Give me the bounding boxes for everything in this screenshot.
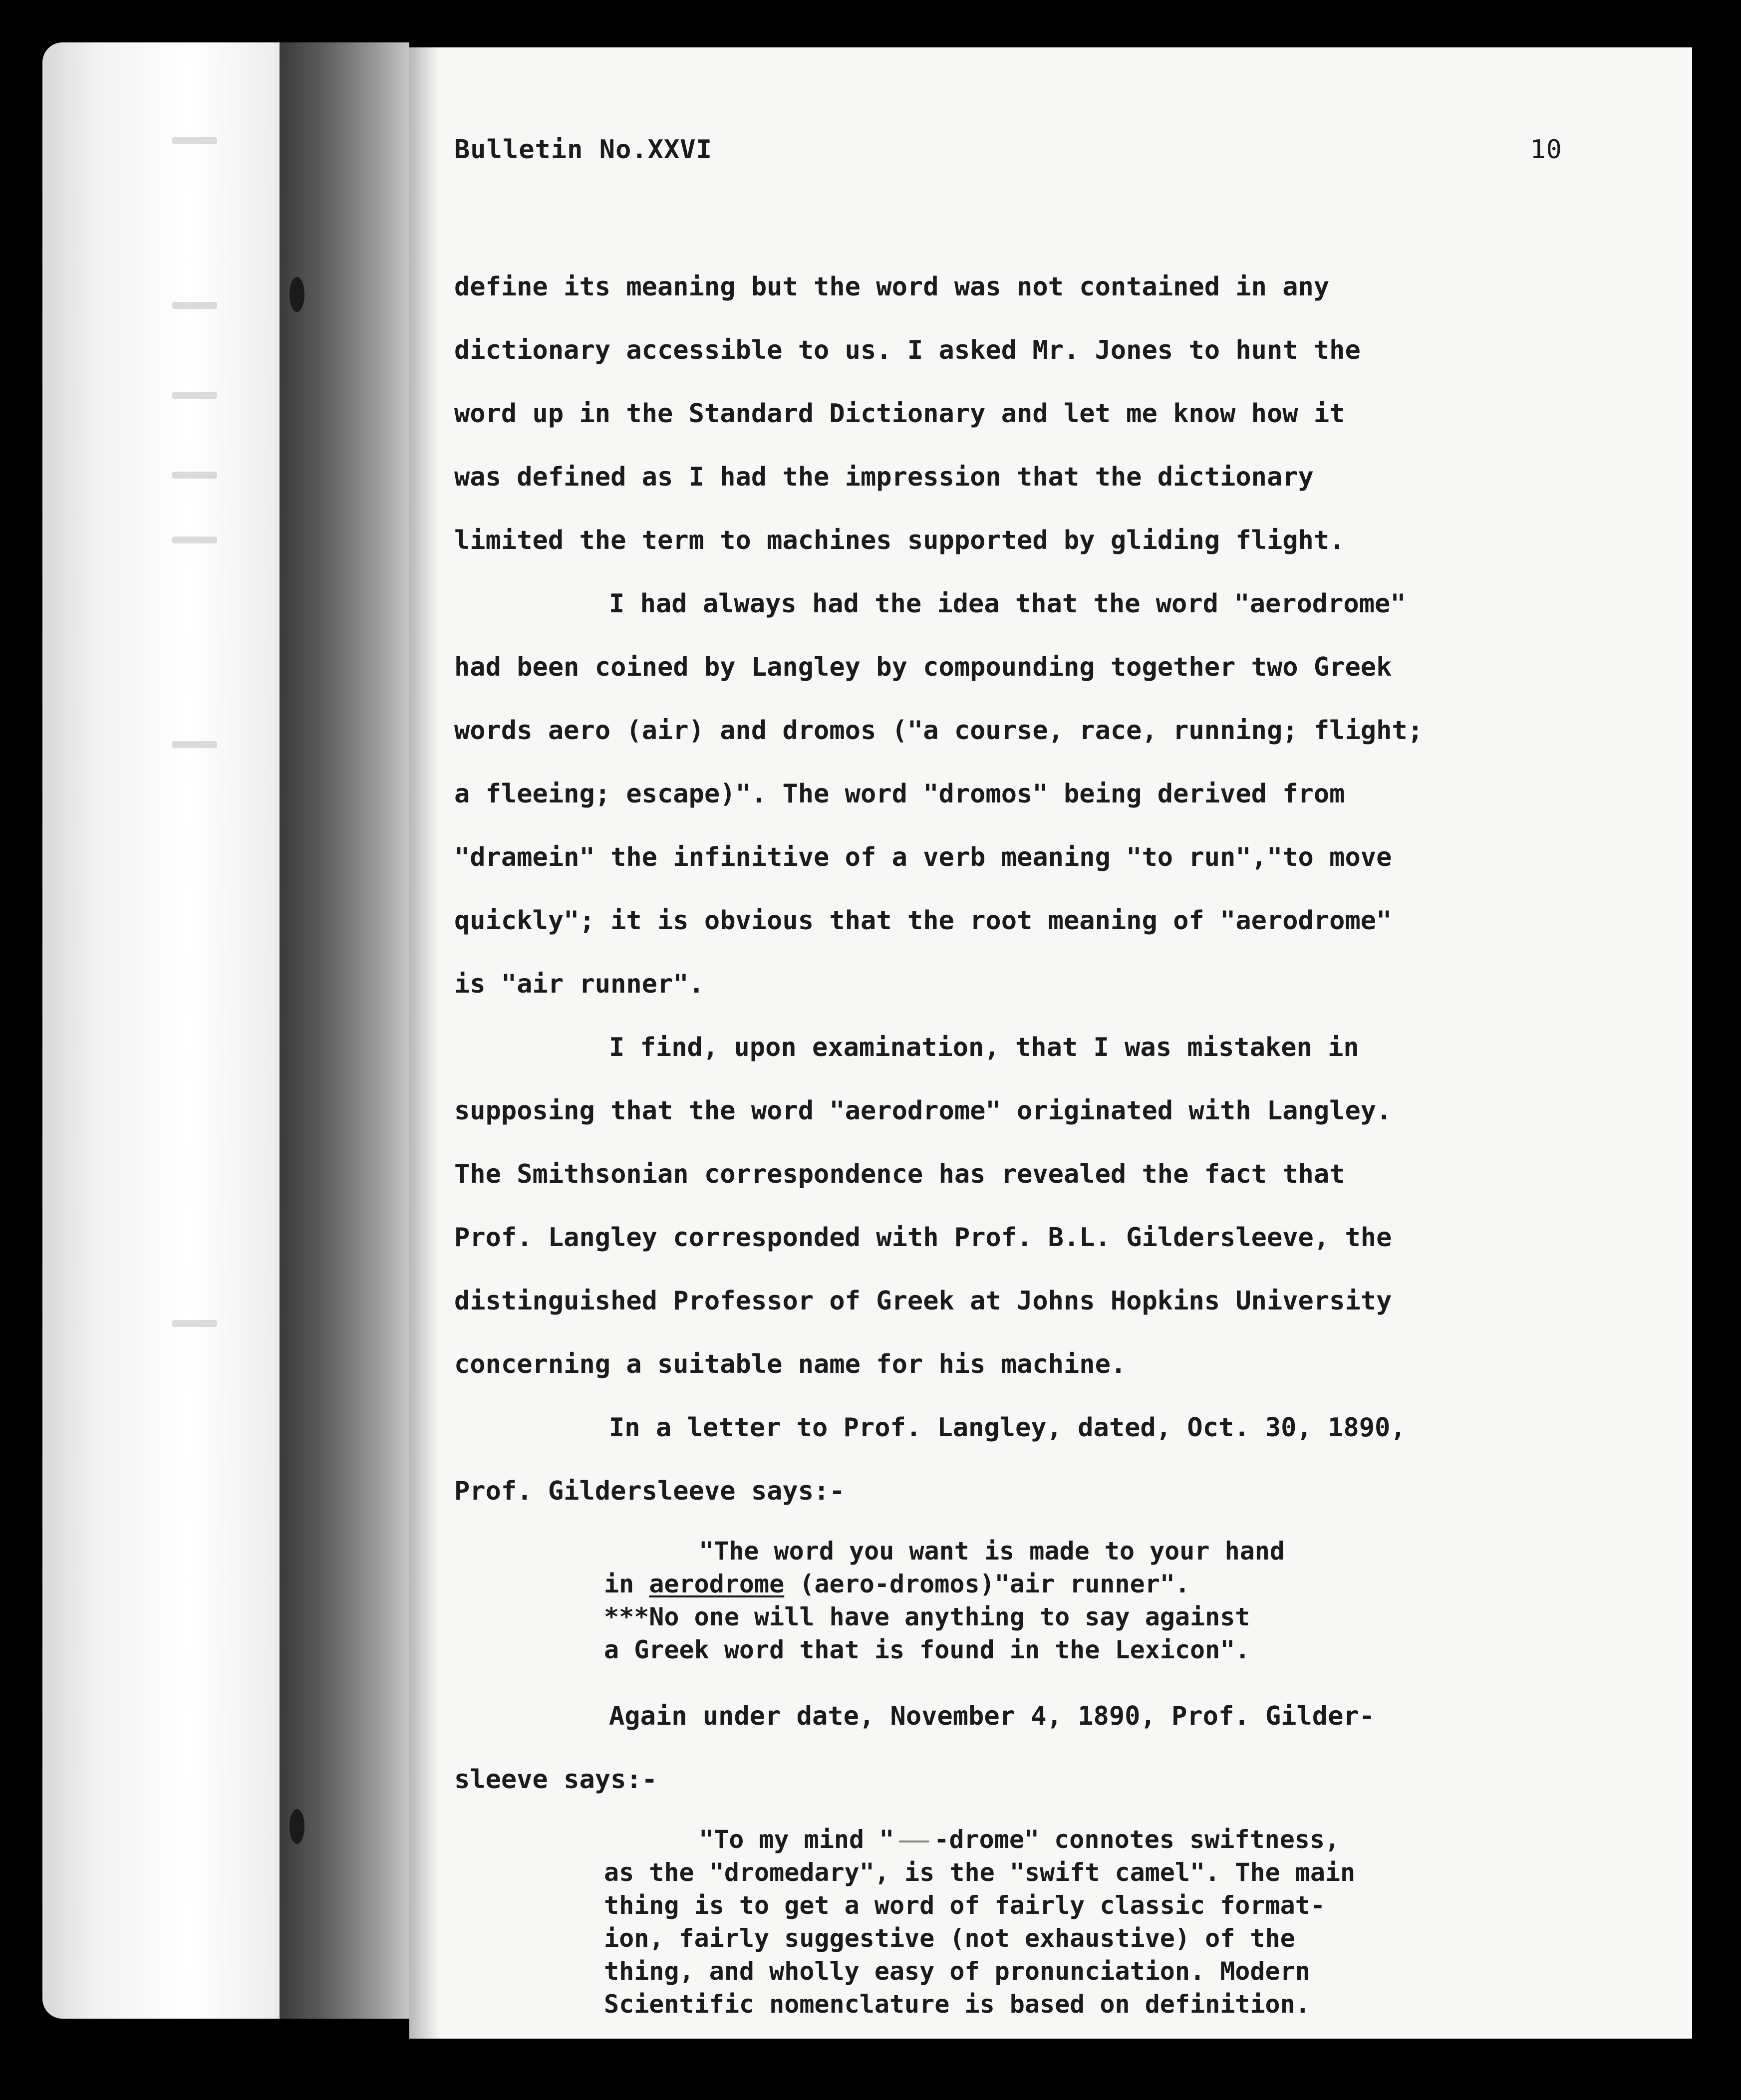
facing-page [42, 42, 312, 2019]
text-line: I find, upon examination, that I was mistaken in [609, 1033, 1359, 1062]
quote-text: "To my mind " [699, 1825, 894, 1854]
block-quote-2 [604, 1823, 1582, 2021]
binder-hole [290, 277, 304, 312]
typed-page [409, 47, 1692, 2039]
quote-line: ion, fairly suggestive (not exhaustive) of the [604, 1924, 1295, 1953]
ghost-text-mark [172, 137, 217, 144]
text-line: concerning a suitable name for his machine. [454, 1349, 1127, 1379]
ghost-text-mark [172, 536, 217, 543]
paragraph-3 [454, 1028, 1602, 1408]
quote-line: as the "dromedary", is the "swift camel". The main [604, 1858, 1356, 1887]
text-line: supposing that the word "aerodrome" originated with Langley. [454, 1096, 1392, 1126]
binder-hole [290, 1809, 304, 1844]
quote-line [604, 1568, 1582, 1600]
paragraph-2 [454, 584, 1602, 1028]
text-line: word up in the Standard Dictionary and let me know how it [454, 399, 1345, 429]
quote-text: (aero-dromos)"air runner". [784, 1570, 1190, 1598]
paragraph-4 [454, 1408, 1602, 1535]
text-line: distinguished Professor of Greek at Johns Hopkins University [454, 1286, 1392, 1316]
quote-line: "The word you want is made to your hand [699, 1537, 1285, 1566]
text-line: Prof. Langley corresponded with Prof. B.L. Gildersleeve, the [454, 1223, 1392, 1253]
text-line: quickly"; it is obvious that the root meaning of "aerodrome" [454, 906, 1392, 936]
page-number: 10 [1530, 135, 1562, 165]
quote-text: -drome" connotes swiftness, [934, 1825, 1340, 1854]
text-line: In a letter to Prof. Langley, dated, Oct. 30, 1890, [609, 1413, 1406, 1443]
ghost-text-mark [172, 741, 217, 748]
body-text [454, 267, 1602, 2021]
quote-line: thing, and wholly easy of pronunciation. Modern [604, 1957, 1310, 1986]
block-quote-1 [604, 1535, 1582, 1666]
text-line: words aero (air) and dromos ("a course, race, running; flight; [454, 716, 1424, 746]
paragraph-5 [454, 1696, 1602, 1823]
quote-line [604, 1823, 1582, 1856]
ghost-text-mark [172, 1320, 217, 1327]
text-line: Again under date, November 4, 1890, Prof. Gilder- [609, 1701, 1375, 1731]
ghost-text-mark [172, 302, 217, 309]
text-line: had been coined by Langley by compounding together two Greek [454, 652, 1392, 682]
ghost-text-mark [172, 472, 217, 479]
quote-line: Scientific nomenclature is based on definition. [604, 1990, 1310, 2019]
quote-line: a Greek word that is found in the Lexicon". [604, 1635, 1250, 1664]
spacer [454, 1666, 1602, 1696]
text-line: limited the term to machines supported by gliding flight. [454, 525, 1345, 555]
binding-gutter [280, 42, 409, 2019]
paragraph-1 [454, 267, 1602, 584]
text-line: dictionary accessible to us. I asked Mr. Jones to hunt the [454, 335, 1361, 365]
text-line: is "air runner". [454, 969, 704, 999]
text-line: The Smithsonian correspondence has revealed the fact that [454, 1159, 1345, 1189]
quote-text: in [604, 1570, 649, 1598]
quote-line: thing is to get a word of fairly classic format- [604, 1891, 1325, 1920]
text-line: "dramein" the infinitive of a verb meaning "to run","to move [454, 842, 1392, 872]
bulletin-title: Bulletin No.XXVI [454, 135, 712, 165]
text-line: I had always had the idea that the word "aerodrome" [609, 589, 1406, 619]
text-line: sleeve says:- [454, 1765, 657, 1795]
text-line: define its meaning but the word was not contained in any [454, 272, 1330, 302]
ghost-text-mark [172, 392, 217, 399]
page-header [454, 135, 1562, 165]
page-edge-shadow [409, 47, 439, 2039]
quote-line: ***No one will have anything to say against [604, 1602, 1250, 1631]
text-line: a fleeing; escape)". The word "dromos" being derived from [454, 779, 1345, 809]
underlined-word: aerodrome [649, 1570, 785, 1598]
text-line: was defined as I had the impression that the dictionary [454, 462, 1314, 492]
blank-dash [899, 1840, 929, 1842]
text-line: Prof. Gildersleeve says:- [454, 1476, 845, 1506]
